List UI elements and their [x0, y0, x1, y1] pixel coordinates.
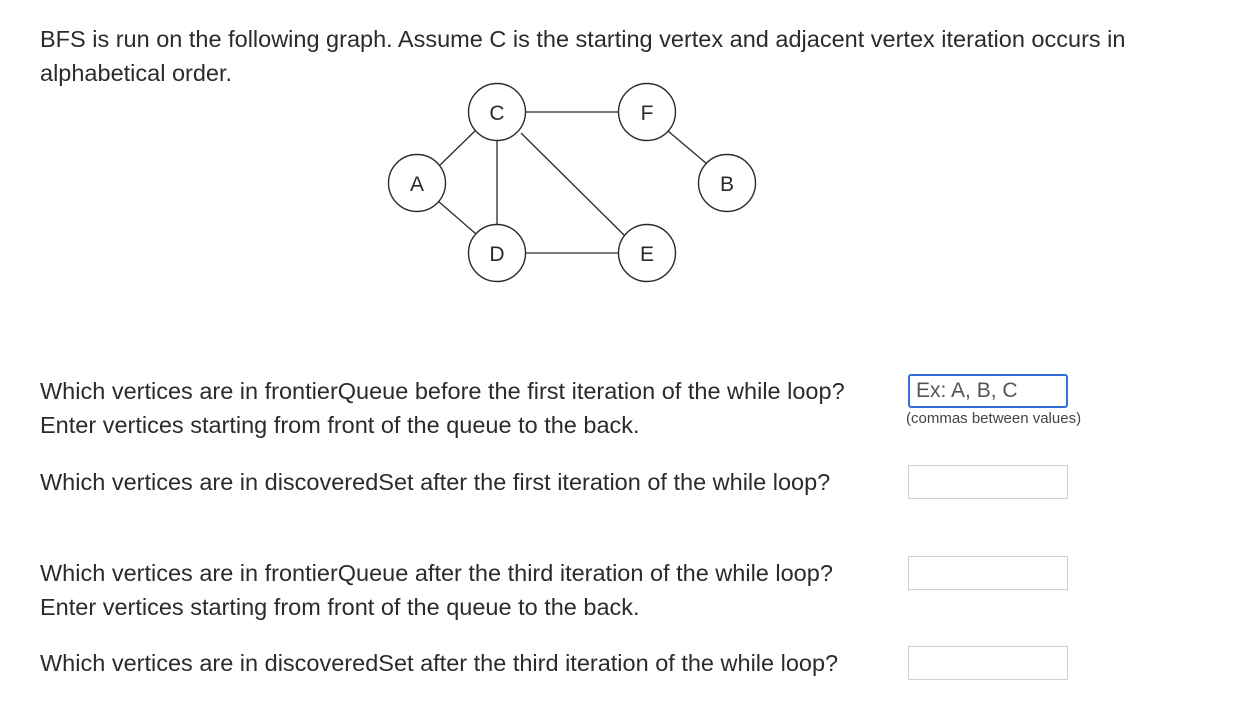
graph-node-c-label: C — [489, 102, 505, 125]
graph-node-f-label: F — [640, 102, 654, 125]
graph-node-c — [469, 84, 526, 141]
question-intro: BFS is run on the following graph. Assume C is the starting vertex and adjacent vertex iteration occurs in alphabetical order. — [40, 26, 1126, 86]
question-part-3 — [40, 556, 833, 624]
edge-c-a — [438, 130, 476, 167]
question-part-1-text: Which vertices are in frontierQueue before the first iteration of the while loop? — [40, 378, 845, 404]
question-part-3-instruction: Enter vertices starting from front of the queue to the back. — [40, 594, 640, 620]
question-part-1-instruction: Enter vertices starting from front of the queue to the back. — [40, 412, 640, 438]
question-part-1 — [40, 374, 845, 442]
question-part-4-text: Which vertices are in discoveredSet after the third iteration of the while loop? — [40, 650, 839, 676]
graph-node-a — [389, 155, 446, 212]
graph-node-f — [619, 84, 676, 141]
answer-input-2[interactable] — [908, 465, 1068, 499]
answer-input-3[interactable] — [908, 556, 1068, 590]
question-part-2 — [40, 465, 830, 499]
graph-node-d — [469, 225, 526, 282]
graph-node-e — [619, 225, 676, 282]
edge-c-e — [521, 133, 625, 236]
question-part-4 — [40, 646, 838, 680]
graph-node-b-label: B — [719, 173, 735, 196]
answer-input-1[interactable] — [908, 374, 1068, 408]
graph-node-e-label: E — [639, 243, 655, 266]
graph-node-b — [699, 155, 756, 212]
edge-f-b — [668, 131, 707, 164]
answer-hint: (commas between values) — [906, 410, 1082, 427]
question-part-2-text: Which vertices are in discoveredSet after the first iteration of the while loop? — [40, 469, 831, 495]
question-part-3-text: Which vertices are in frontierQueue after the third iteration of the while loop? — [40, 560, 833, 586]
edge-a-d — [438, 201, 476, 234]
graph-node-d-label: D — [489, 243, 505, 266]
bfs-graph-diagram — [380, 82, 770, 292]
graph-node-a-label: A — [409, 173, 425, 196]
answer-input-4[interactable] — [908, 646, 1068, 680]
